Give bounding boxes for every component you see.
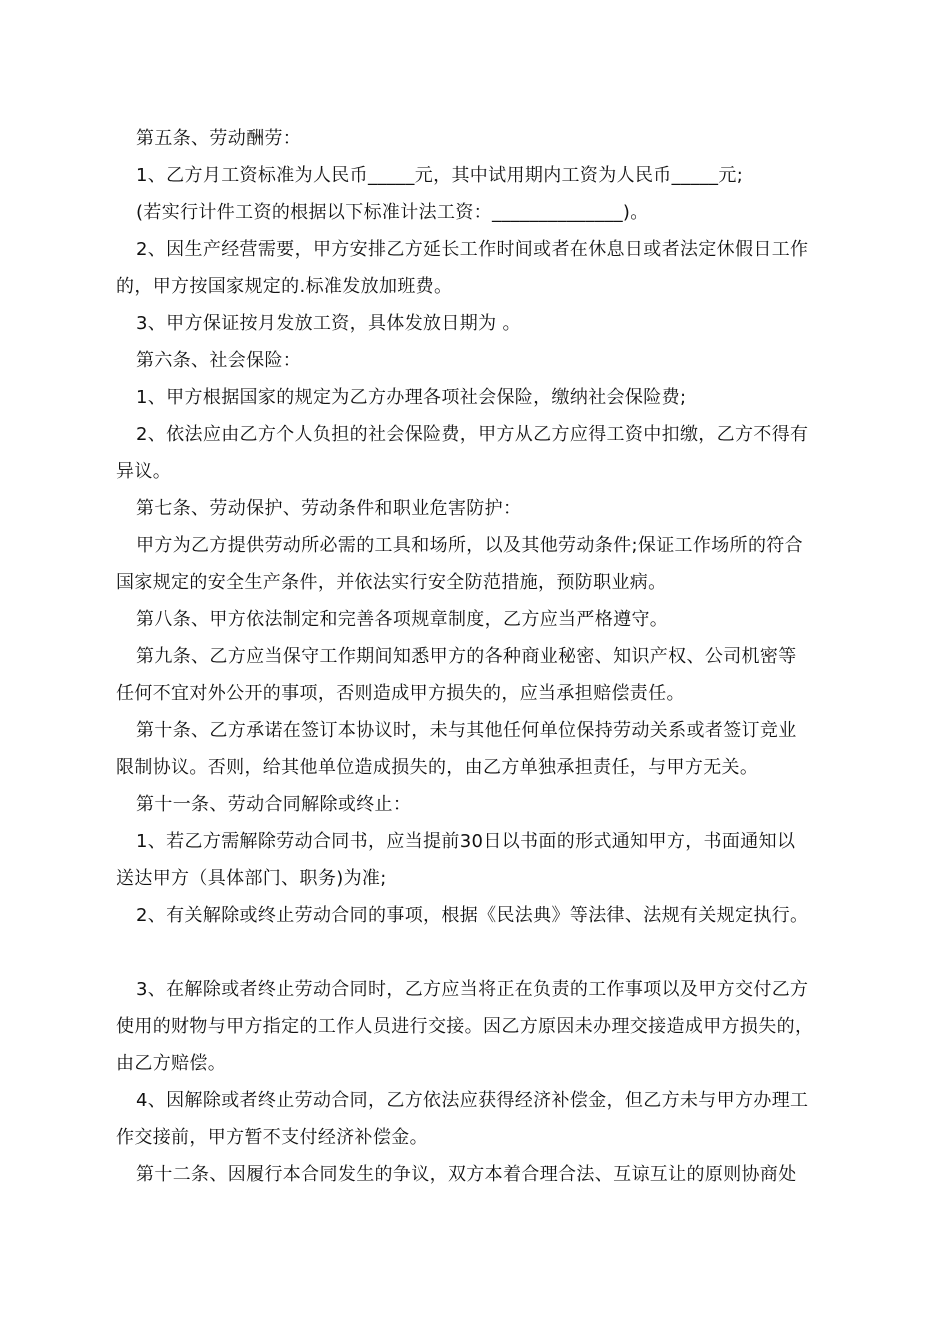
article-11-item-1-line-1: 1、若乙方需解除劳动合同书，应当提前30日以书面的形式通知甲方，书面通知以	[136, 831, 796, 852]
article-10-line-1: 第十条、乙方承诺在签订本协议时，未与其他任何单位保持劳动关系或者签订竞业	[136, 720, 797, 741]
article-10-line-2: 限制协议。否则，给其他单位造成损失的，由乙方单独承担责任，与甲方无关。	[116, 757, 759, 778]
article-12-line-1: 第十二条、因履行本合同发生的争议，双方本着合理合法、互谅互让的原则协商处	[136, 1164, 797, 1185]
article-6-item-1: 1、甲方根据国家的规定为乙方办理各项社会保险，缴纳社会保险费;	[136, 387, 687, 408]
article-5-item-1: 1、乙方月工资标准为人民币_____元，其中试用期内工资为人民币_____元;	[136, 165, 744, 186]
article-11-item-4-line-1: 4、因解除或者终止劳动合同，乙方依法应获得经济补偿金，但乙方未与甲方办理工	[136, 1090, 809, 1111]
article-5-item-2-line-1: 2、因生产经营需要，甲方安排乙方延长工作时间或者在休息日或者法定休假日工作	[136, 239, 809, 260]
article-11-item-3-line-1: 3、在解除或者终止劳动合同时，乙方应当将正在负责的工作事项以及甲方交付乙方	[136, 979, 809, 1000]
article-9-line-2: 任何不宜对外公开的事项，否则造成甲方损失的，应当承担赔偿责任。	[116, 683, 685, 704]
article-11-item-3-line-3: 由乙方赔偿。	[116, 1053, 227, 1074]
article-5-heading: 第五条、劳动酬劳：	[136, 128, 302, 149]
article-6-item-2-line-2: 异议。	[116, 461, 172, 482]
article-7-heading: 第七条、劳动保护、劳动条件和职业危害防护：	[136, 498, 522, 519]
article-11-item-4-line-2: 作交接前，甲方暂不支付经济补偿金。	[116, 1127, 428, 1148]
article-5-item-2-line-2: 的，甲方按国家规定的.标准发放加班费。	[116, 276, 453, 297]
article-11-item-1-line-2: 送达甲方（具体部门、职务)为准;	[116, 868, 387, 889]
article-7-body-line-2: 国家规定的安全生产条件，并依法实行安全防范措施，预防职业病。	[116, 572, 667, 593]
article-11-item-2: 2、有关解除或终止劳动合同的事项，根据《民法典》等法律、法规有关规定执行。	[136, 905, 809, 926]
article-11-heading: 第十一条、劳动合同解除或终止：	[136, 794, 412, 815]
article-5-piecework-note: (若实行计件工资的根据以下标准计法工资：______________)。	[136, 202, 649, 223]
article-11-item-3-line-2: 使用的财物与甲方指定的工作人员进行交接。因乙方原因未办理交接造成甲方损失的，	[116, 1016, 814, 1037]
article-7-body-line-1: 甲方为乙方提供劳动所必需的工具和场所，以及其他劳动条件;保证工作场所的符合	[136, 535, 804, 556]
article-6-heading: 第六条、社会保险：	[136, 350, 302, 371]
article-6-item-2-line-1: 2、依法应由乙方个人负担的社会保险费，甲方从乙方应得工资中扣缴，乙方不得有	[136, 424, 809, 445]
article-8: 第八条、甲方依法制定和完善各项规章制度，乙方应当严格遵守。	[136, 609, 669, 630]
article-5-item-3: 3、甲方保证按月发放工资，具体发放日期为 。	[136, 313, 521, 334]
article-9-line-1: 第九条、乙方应当保守工作期间知悉甲方的各种商业秘密、知识产权、公司机密等	[136, 646, 797, 667]
